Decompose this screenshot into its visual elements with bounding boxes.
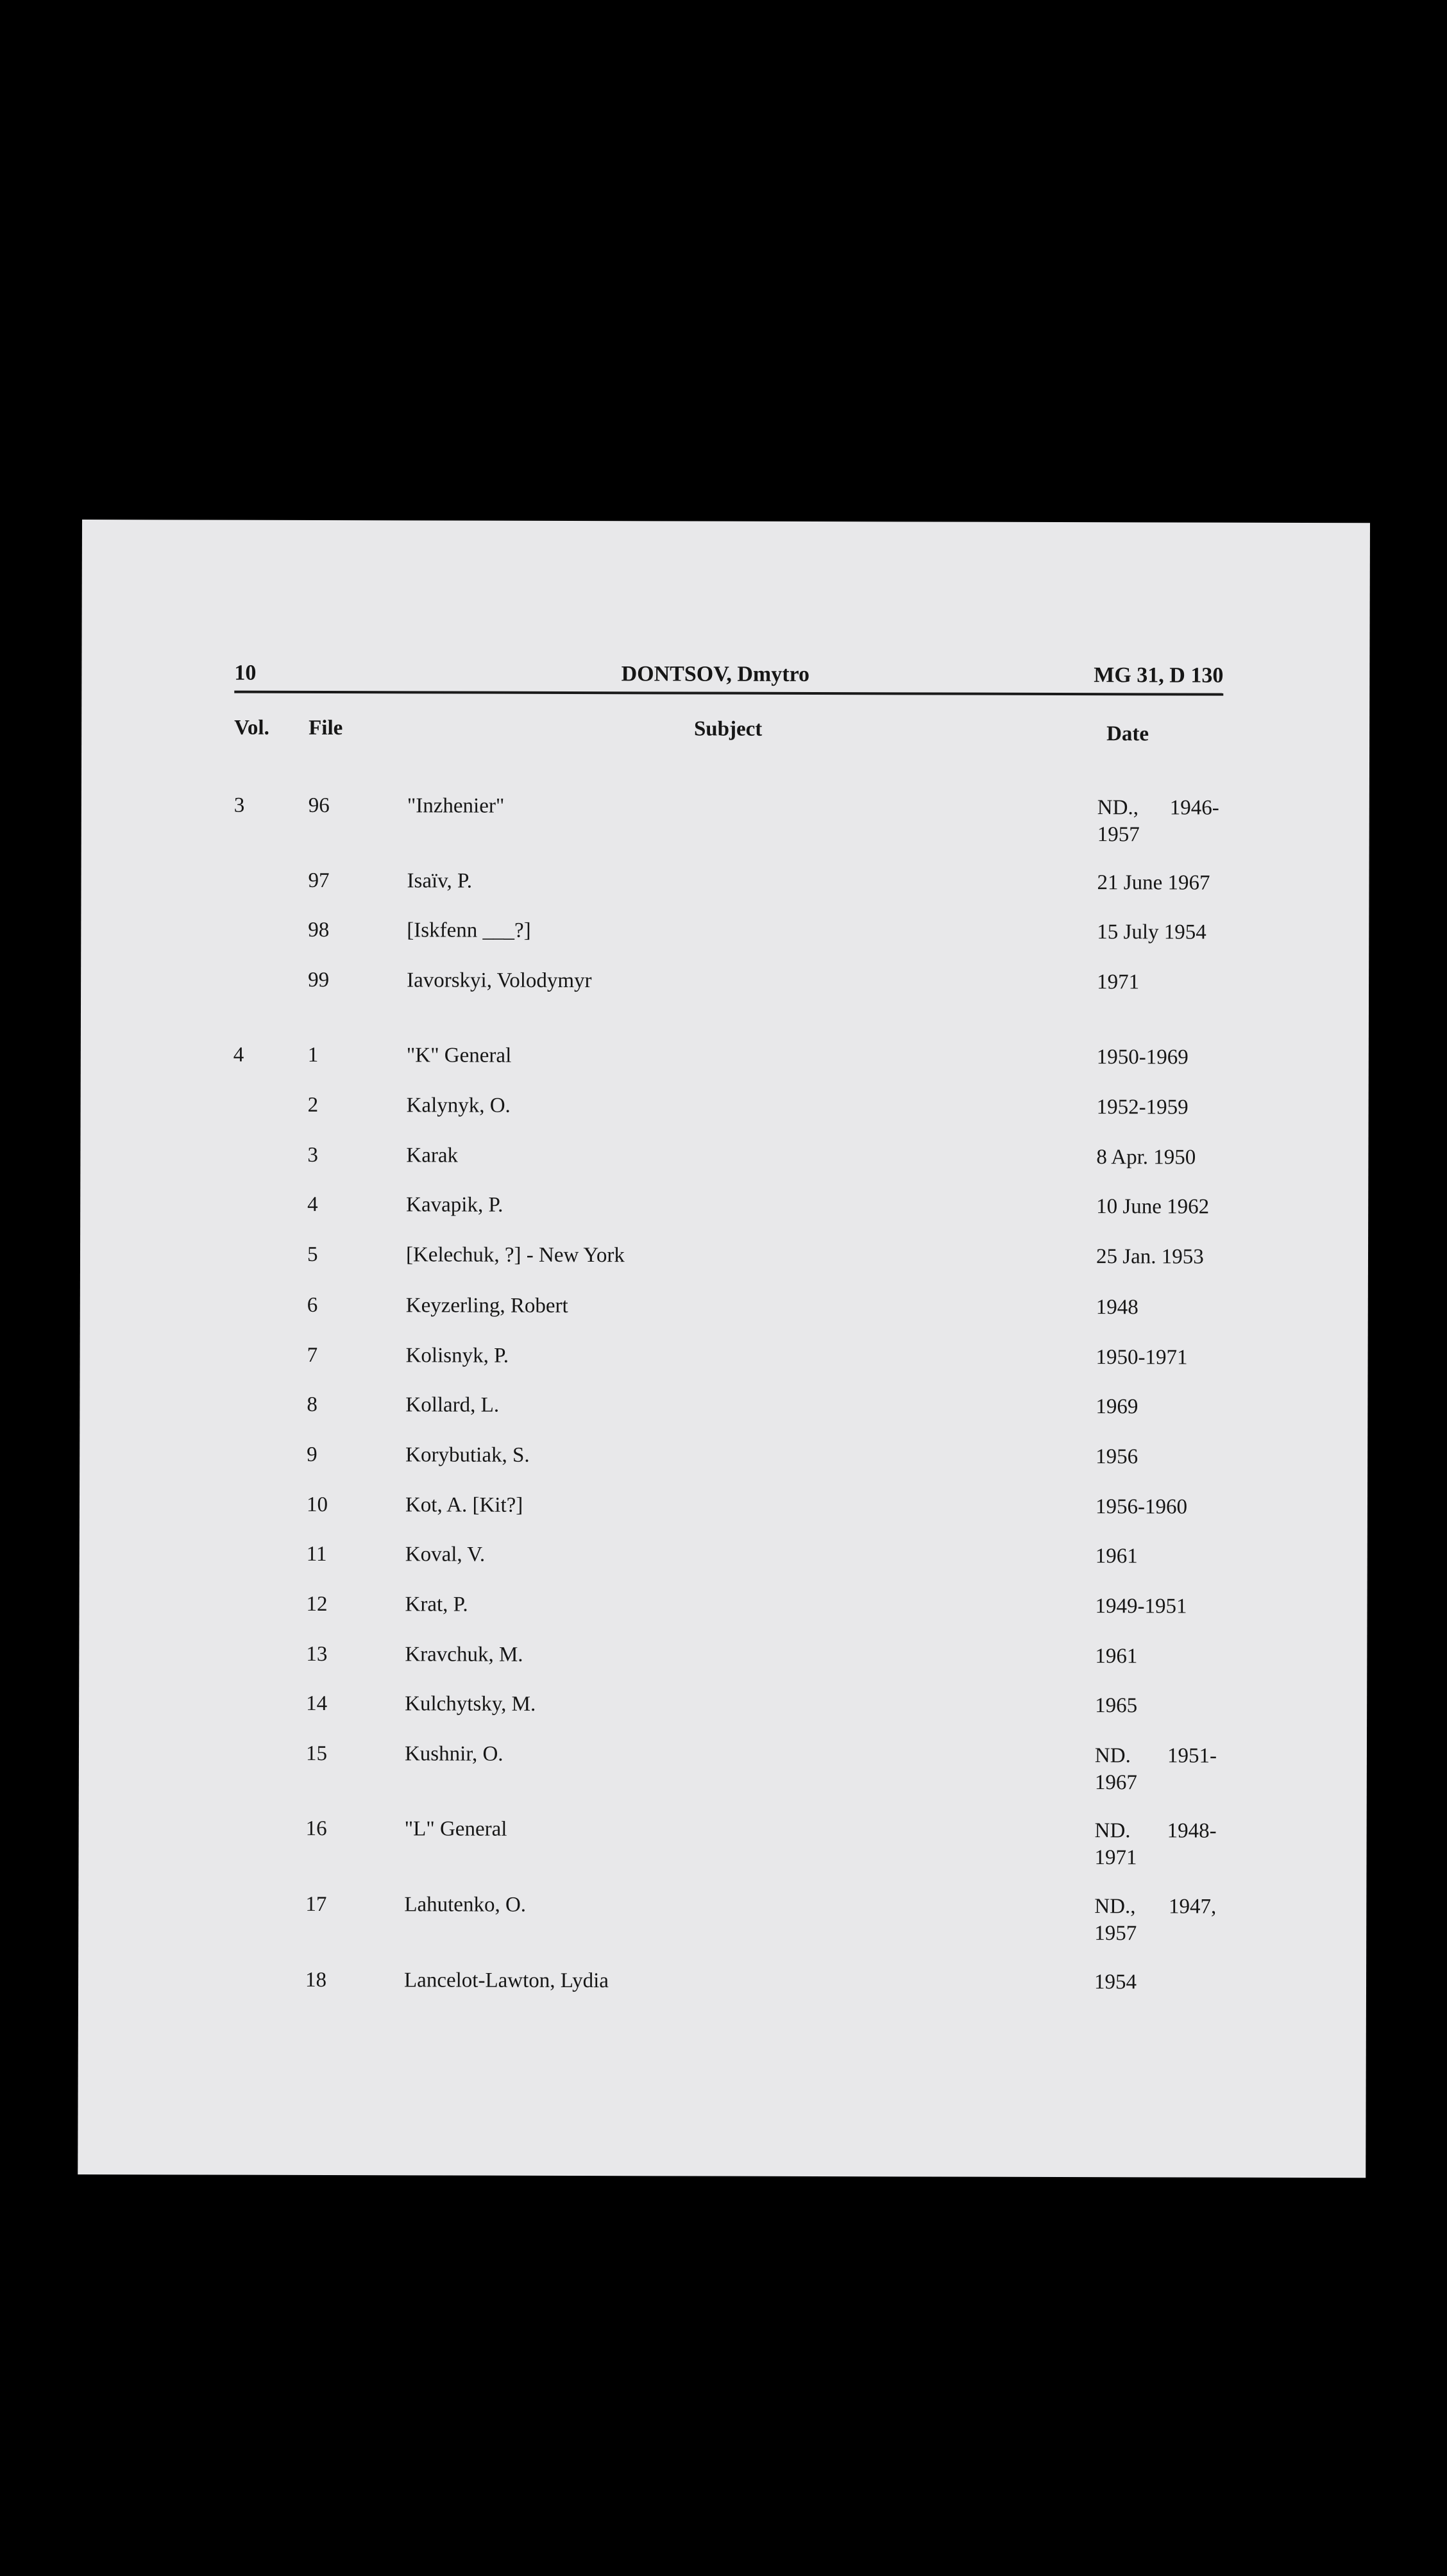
row-file: 8 — [307, 1393, 317, 1416]
row-file: 98 — [308, 918, 330, 942]
row-subject: Kot, A. [Kit?] — [405, 1493, 523, 1517]
row-subject: Lancelot-Lawton, Lydia — [403, 1969, 609, 1993]
row-subject: Kalynyk, O. — [406, 1094, 511, 1117]
row-subject: [Iskfenn ___?] — [407, 919, 531, 942]
row-file: 13 — [306, 1642, 328, 1666]
row-date: 1961 — [1095, 1645, 1138, 1668]
row-date: 1965 — [1095, 1694, 1138, 1718]
table-row — [80, 1141, 1368, 1169]
row-subject: Kolisnyk, P. — [405, 1344, 509, 1368]
row-subject: Krat, P. — [405, 1593, 468, 1616]
table-row — [80, 1590, 1367, 1618]
row-subject: Iavorskyi, Volodymyr — [407, 969, 592, 993]
row-date: 1956-1960 — [1095, 1495, 1188, 1519]
row-date: 1956 — [1096, 1445, 1138, 1469]
row-file: 96 — [308, 793, 330, 818]
table-row — [81, 916, 1369, 944]
row-date: 10 June 1962 — [1096, 1195, 1210, 1219]
table-row — [80, 1441, 1367, 1469]
row-file: 7 — [307, 1343, 318, 1367]
row-date: ND., 1947, 1957 — [1094, 1895, 1217, 1945]
row-date: 25 Jan. 1953 — [1096, 1245, 1204, 1269]
row-date: 1954 — [1094, 1970, 1137, 1994]
row-subject: "Inzhenier" — [407, 794, 505, 818]
row-file: 3 — [307, 1143, 318, 1167]
table-row — [80, 1540, 1367, 1568]
table-row — [81, 867, 1369, 895]
row-subject: Karak — [406, 1144, 459, 1167]
row-file: 1 — [307, 1043, 319, 1067]
column-header-vol: Vol. — [234, 716, 269, 740]
table-row — [79, 1640, 1367, 1668]
table-row — [81, 792, 1369, 847]
row-subject: Kushnir, O. — [404, 1742, 503, 1766]
row-vol: 4 — [233, 1043, 244, 1067]
row-file: 16 — [305, 1817, 327, 1841]
row-date: 8 Apr. 1950 — [1096, 1146, 1196, 1169]
row-file: 4 — [307, 1192, 318, 1216]
row-file: 15 — [305, 1741, 328, 1766]
row-subject: Isaïv, P. — [407, 869, 473, 893]
table-row — [79, 1690, 1367, 1718]
row-subject: Kravchuk, M. — [405, 1643, 523, 1666]
row-date: ND. 1948-1971 — [1094, 1819, 1217, 1870]
table-row — [78, 1966, 1366, 1994]
document-page — [78, 520, 1370, 2178]
row-date: 1969 — [1096, 1395, 1138, 1419]
row-file: 99 — [308, 968, 330, 992]
row-file: 97 — [308, 869, 330, 893]
row-date: 1948 — [1096, 1296, 1138, 1319]
row-date: 21 June 1967 — [1097, 871, 1210, 895]
row-subject: Kollard, L. — [405, 1393, 500, 1417]
row-subject: Koval, V. — [405, 1543, 486, 1566]
row-file: 18 — [305, 1968, 327, 1992]
table-row — [80, 1341, 1368, 1369]
column-header-date: Date — [1106, 722, 1149, 746]
table-row — [81, 1091, 1369, 1119]
table-row — [81, 1041, 1369, 1069]
table-row — [78, 1890, 1366, 1945]
column-header-file: File — [309, 716, 343, 740]
row-subject: "L" General — [404, 1817, 507, 1841]
row-vol: 3 — [233, 793, 245, 817]
row-file: 10 — [306, 1493, 328, 1517]
table-row — [80, 1291, 1368, 1319]
page-header — [234, 661, 1223, 696]
row-subject: Korybutiak, S. — [405, 1443, 530, 1467]
table-row — [80, 1241, 1368, 1269]
table-row — [79, 1815, 1367, 1870]
row-date: 1971 — [1097, 970, 1140, 994]
row-file: 14 — [306, 1691, 328, 1716]
row-date: 1949-1951 — [1095, 1595, 1187, 1618]
row-file: 12 — [306, 1592, 328, 1616]
table-row — [80, 1391, 1367, 1419]
page-number: 10 — [234, 661, 257, 685]
row-date: ND., 1946-1957 — [1097, 796, 1219, 847]
archive-reference: MG 31, D 130 — [1094, 663, 1224, 688]
row-file: 5 — [307, 1242, 318, 1266]
row-subject: Lahutenko, O. — [404, 1893, 527, 1917]
row-subject: Kavapik, P. — [406, 1193, 503, 1217]
row-date: ND. 1951-1967 — [1094, 1744, 1217, 1795]
row-date: 1952-1959 — [1096, 1096, 1189, 1119]
row-file: 2 — [307, 1093, 319, 1117]
table-row — [81, 966, 1369, 994]
row-file: 11 — [306, 1542, 327, 1566]
table-row — [80, 1191, 1368, 1219]
document-title: DONTSOV, Dmytro — [621, 662, 810, 686]
row-subject: "K" General — [406, 1044, 512, 1067]
row-subject: [Kelechuk, ?] - New York — [405, 1243, 625, 1267]
table-row — [80, 1491, 1367, 1519]
row-date: 1961 — [1095, 1545, 1138, 1568]
row-file: 6 — [307, 1293, 318, 1317]
row-file: 17 — [305, 1892, 327, 1917]
row-date: 1950-1969 — [1096, 1046, 1189, 1069]
row-date: 15 July 1954 — [1097, 920, 1206, 944]
row-subject: Keyzerling, Robert — [405, 1294, 568, 1318]
table-row — [79, 1740, 1367, 1795]
column-header-subject: Subject — [693, 717, 763, 741]
row-subject: Kulchytsky, M. — [405, 1692, 536, 1716]
row-date: 1950-1971 — [1096, 1346, 1188, 1369]
row-file: 9 — [307, 1443, 317, 1466]
